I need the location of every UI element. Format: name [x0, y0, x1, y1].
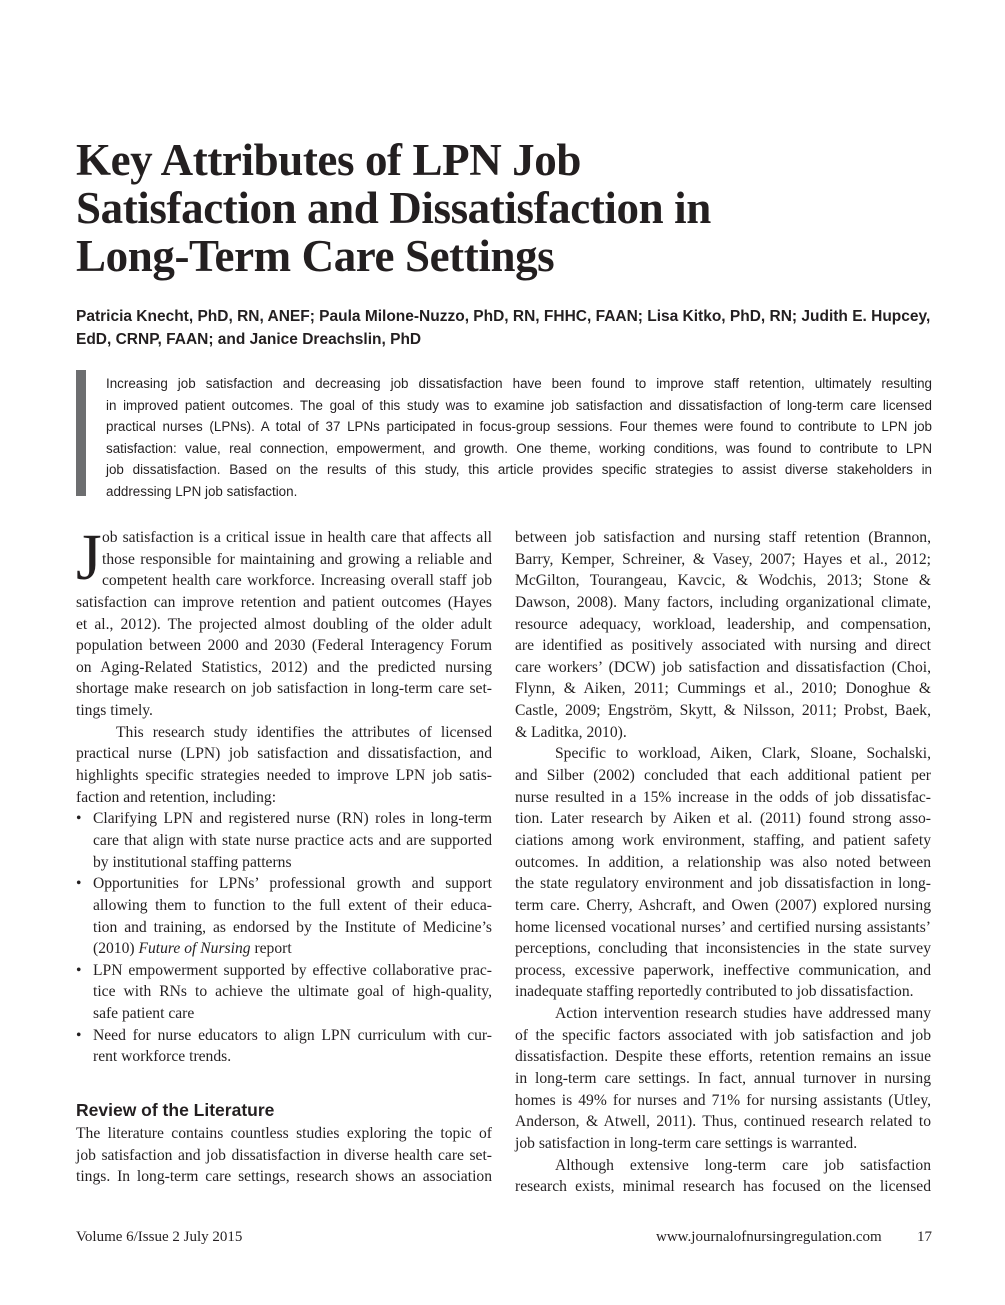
abstract-line: job dissatisfaction. Based on the results of this study, this article provides specific strategies to assist diverse stakeholders in	[106, 462, 932, 478]
title-line: Long-Term Care Settings	[76, 231, 555, 281]
text-line: et al., 2012). The projected almost doubling of the older adult	[76, 615, 492, 633]
paragraph	[76, 722, 492, 809]
text-line: dissatisfaction. Despite these efforts, retention remains an issue	[515, 1048, 931, 1066]
text-line: term care. Cherry, Ashcraft, and Owen (2007) explored nursing	[515, 896, 931, 914]
text-line: Barry, Kemper, Schreiner, & Vasey, 2007; Hayes et al., 2012;	[515, 550, 931, 568]
text-line: highlights specific strategies needed to improve LPN job satis-	[76, 767, 492, 785]
text-line: on Aging-Related Statistics, 2012) and the predicted nursing	[76, 658, 492, 676]
text-line: satisfaction can improve retention and patient outcomes (Hayes	[76, 593, 492, 611]
text-line: Although extensive long-term care job satisfaction	[555, 1156, 931, 1174]
author-line: EdD, CRNP, FAAN; and Janice Dreachslin, PhD	[76, 331, 422, 348]
text-line: are identified as positively associated with nursing and direct	[515, 637, 931, 655]
bullet-marker: •	[76, 810, 82, 828]
title-line: Key Attributes of LPN Job	[76, 135, 581, 185]
text-line: the state regulatory environment and job dissatisfaction in long-	[515, 875, 931, 893]
text-line: job satisfaction and job dissatisfaction in diverse health care set-	[76, 1146, 492, 1164]
bullet-list	[76, 808, 492, 1068]
abstract-line: Increasing job satisfaction and decreasing job dissatisfaction have been found to improve staff retention, ultimately resulting	[106, 376, 932, 391]
text-line: The literature contains countless studies exploring the topic of	[76, 1125, 492, 1143]
text-line: ciations among work environment, staffing, and patient safety	[515, 831, 931, 849]
author-line: Patricia Knecht, PhD, RN, ANEF; Paula Milone-Nuzzo, PhD, RN, FHHC, FAAN; Lisa Kitko, PhD, RN; Judith E. Hupcey,	[76, 308, 931, 325]
journal-url: www.journalofnursingregulation.com	[656, 1229, 882, 1245]
text-line: • Need for nurse educators to align LPN curriculum with cur-	[76, 1025, 492, 1047]
abstract-line: practical nurses (LPNs). A total of 37 LPNs participated in focus-group sessions. Four themes were found to contribute to LPN job	[106, 419, 932, 435]
text-line: tings. In long-term care settings, research shows an association	[76, 1168, 492, 1186]
text-line: allowing them to function to the full extent of their educa-	[93, 896, 492, 914]
article-title	[76, 136, 836, 280]
body-column-left	[76, 521, 492, 1188]
text-line: home licensed vocational nurses’ and certified nursing assistants’	[515, 918, 931, 936]
paragraph	[76, 1123, 492, 1188]
text-line: by institutional staffing patterns	[93, 853, 292, 871]
text-line: between job satisfaction and nursing staff retention (Brannon,	[515, 529, 931, 546]
body-column-right	[515, 527, 931, 1198]
text-line: tice with RNs to achieve the ultimate goal of high-quality,	[93, 983, 492, 1001]
text-line: McGilton, Tourangeau, Kavcic, & Wodchis, 2013; Stone &	[515, 572, 931, 590]
text-line: faction and retention, including:	[76, 788, 277, 806]
opening-paragraph	[76, 521, 492, 722]
text-line: job satisfaction in long-term care settings is warranted.	[515, 1134, 858, 1152]
text-line: care workers’ (DCW) job satisfaction and dissatisfaction (Choi,	[515, 658, 931, 676]
text-line: and Silber (2002) concluded that each additional patient per	[515, 767, 931, 785]
text-line: tion. Later research by Aiken et al. (2011) found strong asso-	[515, 810, 931, 828]
text-line: nurse resulted in a 15% increase in the odds of job dissatisfac-	[515, 788, 931, 806]
paragraph	[515, 1155, 931, 1198]
text-line: ob satisfaction is a critical issue in health care that affects all	[102, 529, 492, 546]
text-line: Specific to workload, Aiken, Clark, Sloane, Sochalski,	[555, 745, 931, 763]
abstract-line: addressing LPN job satisfaction.	[106, 483, 298, 499]
text-line: & Laditka, 2010).	[515, 723, 627, 741]
text-line: care that align with state nurse practice acts and are supported	[93, 831, 492, 849]
book-title: Future of Nursing	[138, 940, 251, 958]
text-line: Flynn, & Aiken, 2011; Cummings et al., 2010; Donoghue &	[515, 680, 931, 698]
text-line: homes is 49% for nurses and 71% for nursing assistants (Utley,	[515, 1091, 931, 1109]
text-line: shortage make research on job satisfaction in long-term care set-	[76, 680, 492, 698]
paragraph	[515, 527, 931, 743]
paragraph	[515, 743, 931, 1003]
text-line: resource adequacy, workload, leadership, and compensation,	[515, 615, 931, 633]
text-line: population between 2000 and 2030 (Federal Interagency Forum	[76, 637, 492, 655]
footer-volume: Volume 6/Issue 2 July 2015	[76, 1229, 243, 1245]
text-line: practical nurse (LPN) job satisfaction and dissatisfaction, and	[76, 745, 492, 763]
text-line: tings timely.	[76, 702, 153, 720]
text-line: rent workforce trends.	[93, 1048, 232, 1066]
text-line: Castle, 2009; Engström, Skytt, & Nilsson, 2011; Probst, Baek,	[515, 702, 931, 720]
section-heading: Review of the Literature	[76, 1100, 275, 1121]
bullet-item	[76, 873, 492, 960]
abstract-line: satisfaction: value, real connection, empowerment, and growth. One theme, working conditions, was found to contribute to LPN	[106, 440, 932, 456]
drop-cap: J	[76, 521, 102, 594]
text-line: tion and training, as endorsed by the Institute of Medicine’s	[93, 918, 492, 936]
text-line: Action intervention research studies have addressed many	[555, 1005, 931, 1023]
text-line: This research study identifies the attributes of licensed	[116, 723, 492, 741]
text-line: outcomes. In addition, a relationship was also noted between	[515, 853, 931, 871]
text-line: (2010) Future of Nursing report	[93, 940, 292, 958]
text-line: inadequate staffing reportedly contributed to job dissatisfaction.	[515, 983, 914, 1001]
bullet-item	[76, 960, 492, 1025]
text-line: process, excessive paperwork, ineffective communication, and	[515, 961, 931, 979]
text-line: • Opportunities for LPNs’ professional growth and support	[76, 873, 492, 895]
bullet-marker: •	[76, 961, 82, 979]
text-line: • LPN empowerment supported by effective collaborative prac-	[76, 960, 492, 982]
text-line: safe patient care	[93, 1005, 195, 1023]
text-line: • Clarifying LPN and registered nurse (RN) roles in long-term	[76, 808, 492, 830]
page-number: 17	[917, 1229, 932, 1245]
text-line: of the specific factors associated with job satisfaction and job	[515, 1026, 931, 1044]
author-list	[76, 305, 932, 351]
paragraph	[515, 1003, 931, 1154]
bullet-marker: •	[76, 875, 82, 893]
abstract-line: in improved patient outcomes. The goal of this study was to examine job satisfaction and dissatisfaction of long-term care licensed	[106, 397, 932, 413]
text-line: in long-term care settings. In fact, annual turnover in nursing	[515, 1070, 931, 1088]
bullet-item	[76, 1025, 492, 1068]
text-line: competent health care workforce. Increasing overall staff job	[102, 572, 492, 590]
text-line: Anderson, & Atwell, 2011). Thus, continued research related to	[515, 1113, 931, 1131]
abstract-accent-bar	[76, 370, 86, 496]
abstract	[106, 373, 932, 503]
bullet-item	[76, 808, 492, 873]
text-line: perceptions, concluding that inconsistencies in the state survey	[515, 940, 931, 958]
bullet-marker: •	[76, 1026, 82, 1044]
text-line: research exists, minimal research has focused on the licensed	[515, 1178, 931, 1196]
text-line: Dawson, 2008). Many factors, including organizational climate,	[515, 593, 931, 611]
title-line: Satisfaction and Dissatisfaction in	[76, 183, 711, 233]
text-line: those responsible for maintaining and growing a reliable and	[102, 550, 492, 568]
